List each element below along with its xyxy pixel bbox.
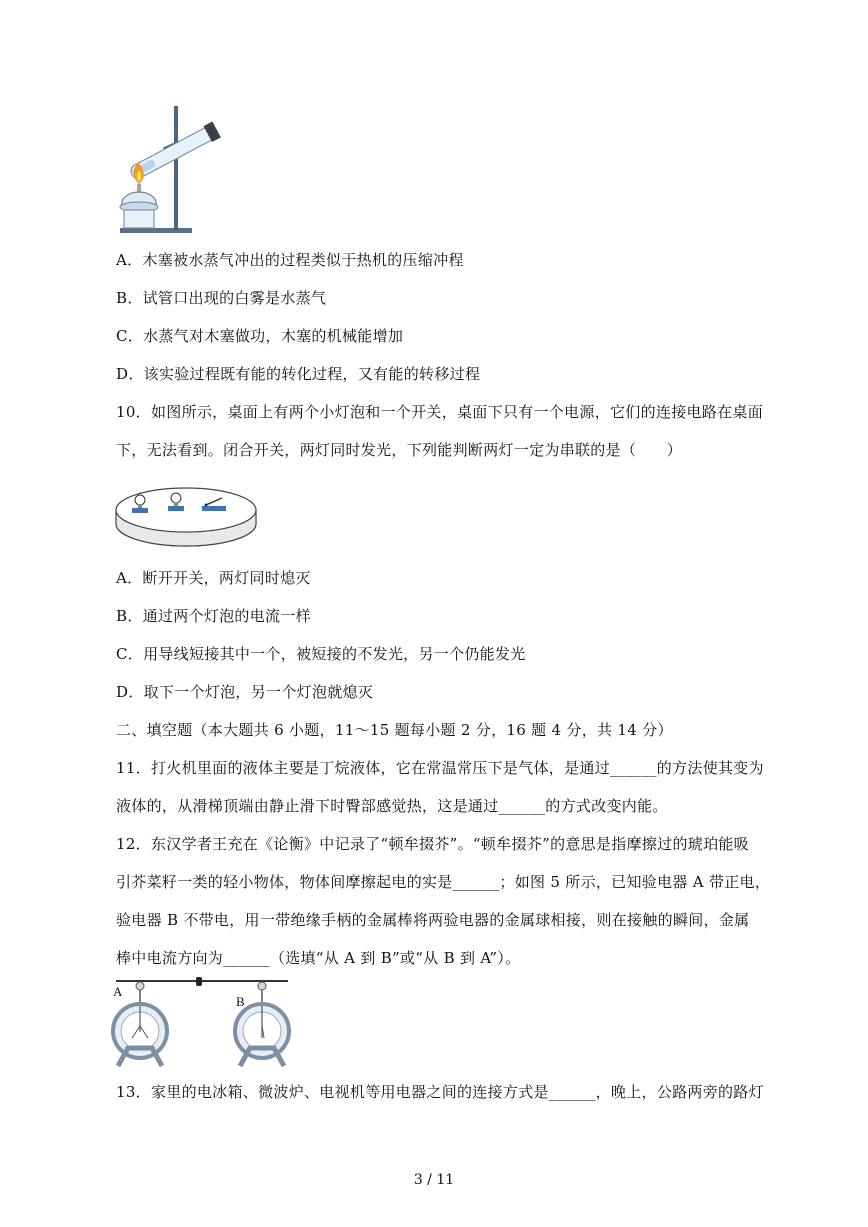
q10-option-c: C．用导线短接其中一个，被短接的不发光，另一个仍能发光 (116, 645, 526, 663)
q12-line1: 12．东汉学者王充在《论衡》中记录了“顿牟掇芥”。“顿牟掇芥”的意思是指摩擦过的琥珀能吸 (116, 835, 749, 853)
q9-option-a: A．木塞被水蒸气冲出的过程类似于热机的压缩冲程 (116, 251, 464, 269)
q9-option-b: B．试管口出现的白雾是水蒸气 (116, 289, 327, 307)
stand-base (120, 228, 192, 233)
q10-stem-line1: 10．如图所示，桌面上有两个小灯泡和一个开关，桌面下只有一个电源，它们的连接电路在桌面 (116, 403, 763, 421)
q11-line1: 11．打火机里面的液体主要是丁烷液体，它在常温常压下是气体，是通过______的方法使其变为 (116, 759, 764, 777)
section-heading: 二、填空题（本大题共 6 小题，11～15 题每小题 2 分，16 题 4 分，共 14 分） (116, 721, 673, 739)
insulating-handle (196, 977, 202, 986)
test-tube-heating-figure (112, 104, 232, 236)
stand-rod (174, 106, 178, 230)
electroscopes-figure (110, 976, 292, 1068)
q9-option-c: C．水蒸气对木塞做功，木塞的机械能增加 (116, 327, 404, 345)
electroscope-a-label: A (113, 984, 123, 999)
electroscope-b-label: B (236, 994, 245, 1009)
q10-option-a: A．断开开关，两灯同时熄灭 (116, 569, 311, 587)
q12-line2: 引芥菜籽一类的轻小物体，物体间摩擦起电的实是______；如图 5 所示，已知验电器 A 带正电， (116, 873, 771, 891)
q12-line3: 验电器 B 不带电，用一带绝缘手柄的金属棒将两验电器的金属球相接，则在接触的瞬间，金属 (116, 911, 750, 929)
q9-option-d: D．该实验过程既有能的转化过程，又有能的转移过程 (116, 365, 481, 383)
q12-line4: 棒中电流方向为______（选填“从 A 到 B”或“从 B 到 A”）。 (116, 949, 521, 967)
q10-stem-line2: 下，无法看到。闭合开关，两灯同时发光，下列能判断两灯一定为串联的是（ ） (116, 441, 683, 459)
q13-line1: 13．家里的电冰箱、微波炉、电视机等用电器之间的连接方式是______，晚上，公路两旁的路灯 (116, 1083, 764, 1101)
q11-line2: 液体的，从滑梯顶端由静止滑下时臀部感觉热，这是通过______的方式改变内能。 (116, 797, 668, 815)
table-bulbs-figure (112, 476, 262, 552)
q10-option-d: D．取下一个灯泡，另一个灯泡就熄灭 (116, 683, 374, 701)
q10-option-b: B．通过两个灯泡的电流一样 (116, 607, 311, 625)
page-number: 3 / 11 (413, 1172, 455, 1188)
